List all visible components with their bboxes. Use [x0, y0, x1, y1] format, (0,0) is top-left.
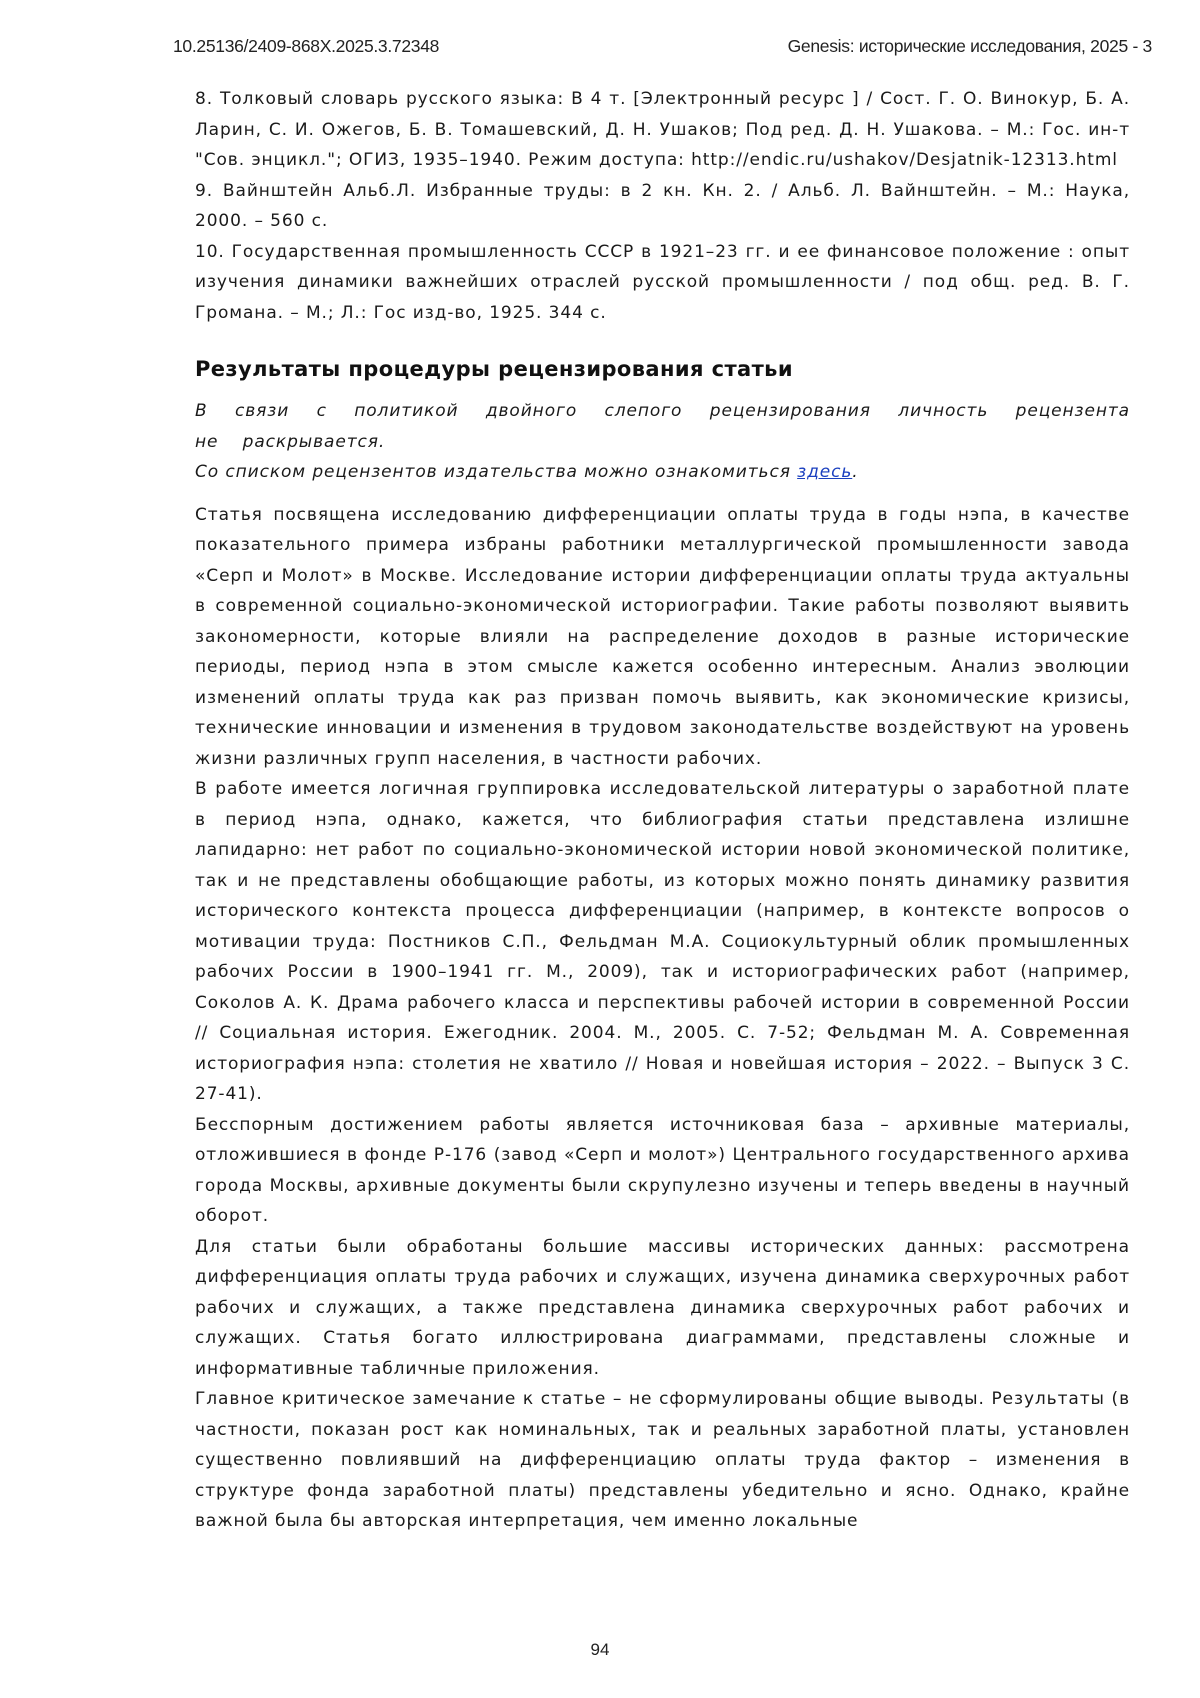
reference-item: 9. Вайнштейн Альб.Л. Избранные труды: в 2 кн. Кн. 2. / Альб. Л. Вайнштейн. – М.: Наука, 2000. – 560 с.	[195, 176, 1130, 237]
review-note-suffix: .	[852, 462, 858, 482]
review-note-prefix: Со списком рецензентов издательства можно ознакомиться	[195, 462, 797, 482]
review-note	[195, 396, 1130, 488]
reference-item: 8. Толковый словарь русского языка: В 4 т. [Электронный ресурс ] / Сост. Г. О. Винокур, Б. А. Ларин, С. И. Ожегов, Б. В. Томашевский, Д. Н. Ушаков; Под ред. Д. Н. Ушакова. – М.: Гос. ин-т "Сов. энцикл."; ОГИЗ, 1935–1940. Режим доступа: http://endic.ru/ushakov/Desjatnik-12313.html	[195, 84, 1130, 176]
reviewers-link[interactable]: здесь	[797, 462, 852, 482]
section-heading: Результаты процедуры рецензирования статьи	[195, 354, 1130, 384]
review-paragraph: В работе имеется логичная группировка исследовательской литературы о заработной плате в период нэпа, однако, кажется, что библиография статьи представлена излишне лапидарно: нет работ по социально-экономической истории новой экономической политике, так и не представлены обобщающие работы, из которых можно понять динамику развития исторического контекста процесса дифференциации (например, в контексте вопросов о мотивации труда: Постников С.П., Фельдман М.А. Социокультурный облик промышленных рабочих России в 1900–1941 гг. М., 2009), так и историографических работ (например, Соколов А. К. Драма рабочего класса и перспективы рабочей истории в современной России // Социальная история. Ежегодник. 2004. М., 2005. С. 7-52; Фельдман М. А. Современная историография нэпа: столетия не хватило // Новая и новейшая история – 2022. – Выпуск 3 С. 27-41).	[195, 774, 1130, 1110]
review-paragraph: Главное критическое замечание к статье – не сформулированы общие выводы. Результаты (в частности, показан рост как номинальных, так и реальных заработной платы, установлен существенно повлиявший на дифференциацию оплаты труда фактор – изменения в структуре фонда заработной платы) представлены убедительно и ясно. Однако, крайне важной была бы авторская интерпретация, чем именно локальные	[195, 1384, 1130, 1537]
review-note-line-1: В связи с политикой двойного слепого рецензирования личность рецензента не раскрывается.	[195, 396, 1130, 457]
review-paragraph: Статья посвящена исследованию дифференциации оплаты труда в годы нэпа, в качестве показательного примера избраны работники металлургической промышленности завода «Серп и Молот» в Москве. Исследование истории дифференциации оплаты труда актуальны в современной социально-экономической историографии. Такие работы позволяют выявить закономерности, которые влияли на распределение доходов в разные исторические периоды, период нэпа в этом смысле кажется особенно интересным. Анализ эволюции изменений оплаты труда как раз призван помочь выявить, как экономические кризисы, технические инновации и изменения в трудовом законодательстве воздействуют на уровень жизни различных групп населения, в частности рабочих.	[195, 500, 1130, 775]
page-content	[195, 84, 1130, 1537]
review-note-line-2	[195, 457, 1130, 488]
review-body	[195, 500, 1130, 1537]
review-paragraph: Бесспорным достижением работы является источниковая база – архивные материалы, отложившиеся в фонде Р-176 (завод «Серп и молот») Центрального государственного архива города Москвы, архивные документы были скрупулезно изучены и теперь введены в научный оборот.	[195, 1110, 1130, 1232]
page-number: 94	[0, 1640, 1200, 1660]
reference-list	[195, 84, 1130, 328]
doi-label: 10.25136/2409-868X.2025.3.72348	[173, 36, 439, 57]
review-paragraph: Для статьи были обработаны большие массивы исторических данных: рассмотрена дифференциация оплаты труда рабочих и служащих, изучена динамика сверхурочных работ рабочих и служащих, а также представлена динамика сверхурочных работ рабочих и служащих. Статья богато иллюстрирована диаграммами, представлены сложные и информативные табличные приложения.	[195, 1232, 1130, 1385]
journal-title: Genesis: исторические исследования, 2025 - 3	[788, 36, 1152, 57]
page-header	[173, 36, 1152, 57]
reference-item: 10. Государственная промышленность СССР в 1921–23 гг. и ее финансовое положение : опыт изучения динамики важнейших отраслей русской промышленности / под общ. ред. В. Г. Громана. – М.; Л.: Гос изд-во, 1925. 344 с.	[195, 237, 1130, 329]
